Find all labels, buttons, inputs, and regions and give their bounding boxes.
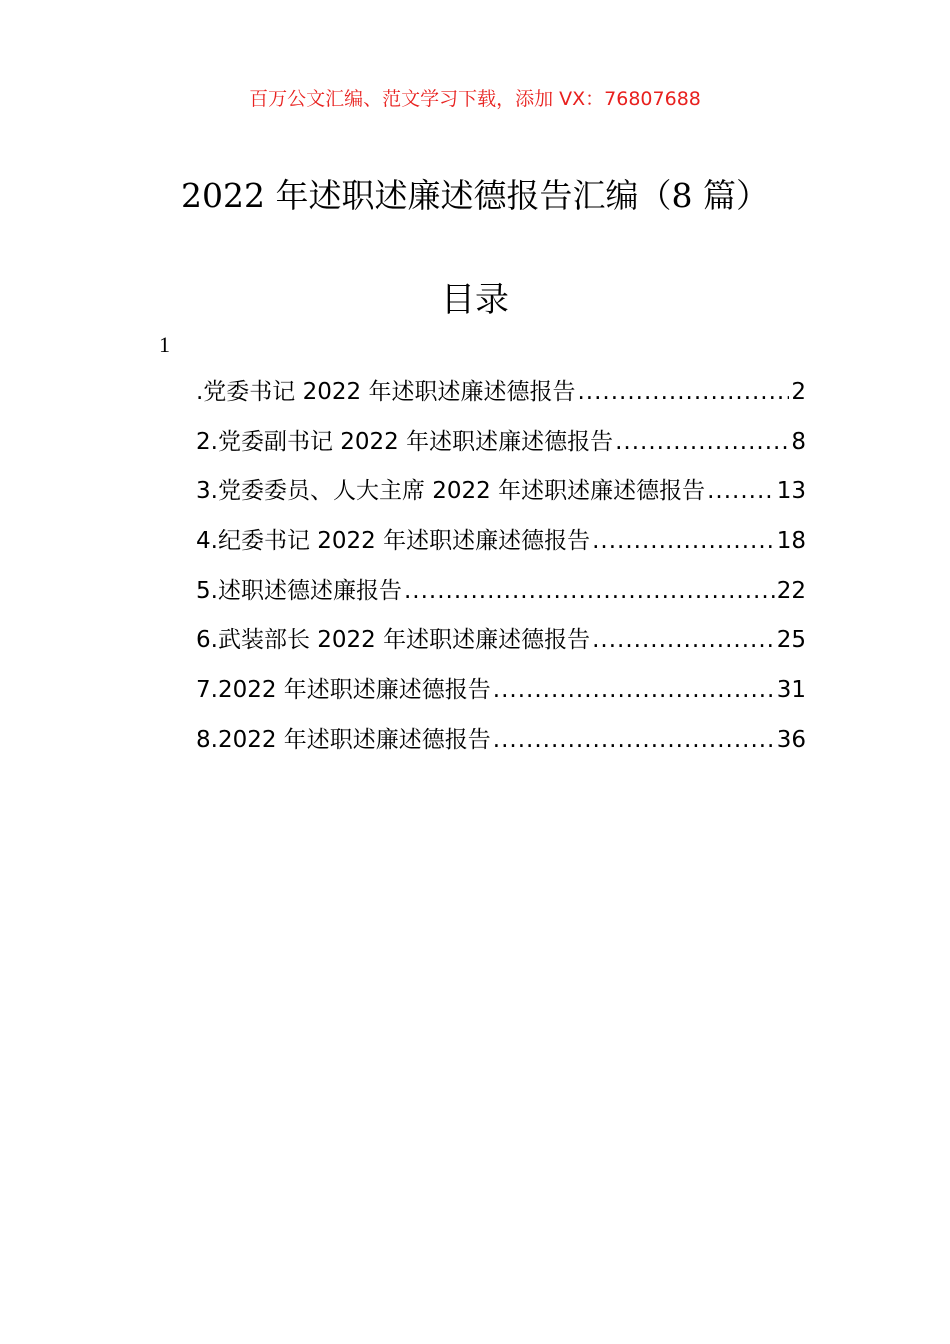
toc-entry-label: 3.党委委员、人大主席 2022 年述职述廉述德报告: [196, 478, 706, 505]
document-title: 2022 年述职述廉述德报告汇编（8 篇）: [181, 176, 769, 215]
toc-entry-3[interactable]: [196, 472, 806, 522]
toc-entry-4[interactable]: [196, 522, 806, 572]
toc-entry-page: 22: [776, 577, 806, 604]
toc-entry-6[interactable]: [196, 621, 806, 671]
toc-heading: 目录: [441, 280, 509, 320]
toc-dot-leader: [493, 677, 775, 703]
header-banner: 百万公文汇编、范文学习下载，添加 VX：76807688: [249, 88, 701, 110]
toc-entry-label: 7.2022 年述职述廉述德报告: [196, 677, 491, 704]
toc-dot-leader: [615, 429, 789, 455]
toc-dot-leader: [493, 727, 775, 753]
toc-entry-1[interactable]: [196, 373, 806, 423]
table-of-contents: [196, 373, 806, 771]
toc-entry-2[interactable]: [196, 423, 806, 473]
toc-entry-page: 25: [776, 627, 806, 654]
toc-entry-5[interactable]: [196, 572, 806, 622]
toc-dot-leader: [707, 478, 775, 504]
toc-entry-label: 4.纪委书记 2022 年述职述廉述德报告: [196, 528, 591, 555]
toc-entry-label: 6.武装部长 2022 年述职述廉述德报告: [196, 627, 591, 654]
toc-entry-label: 5.述职述德述廉报告: [196, 577, 402, 604]
toc-entry-page: 13: [776, 478, 806, 505]
toc-entry-8[interactable]: [196, 721, 806, 771]
toc-dot-leader: [404, 578, 775, 604]
toc-entry-page: 36: [776, 726, 806, 753]
toc-entry-page: 31: [776, 677, 806, 704]
toc-dot-leader: [592, 627, 775, 653]
toc-entry-label: .党委书记 2022 年述职述廉述德报告: [196, 379, 576, 405]
toc-dot-leader: [592, 528, 775, 554]
toc-entry-label: 2.党委副书记 2022 年述职述廉述德报告: [196, 428, 614, 455]
toc-entry-page: 2: [791, 379, 806, 405]
list-number-marker: 1: [159, 332, 170, 357]
toc-dot-leader: [577, 379, 789, 405]
toc-entry-page: 8: [791, 428, 806, 455]
toc-entry-page: 18: [776, 528, 806, 555]
toc-entry-7[interactable]: [196, 671, 806, 721]
toc-entry-label: 8.2022 年述职述廉述德报告: [196, 726, 491, 753]
